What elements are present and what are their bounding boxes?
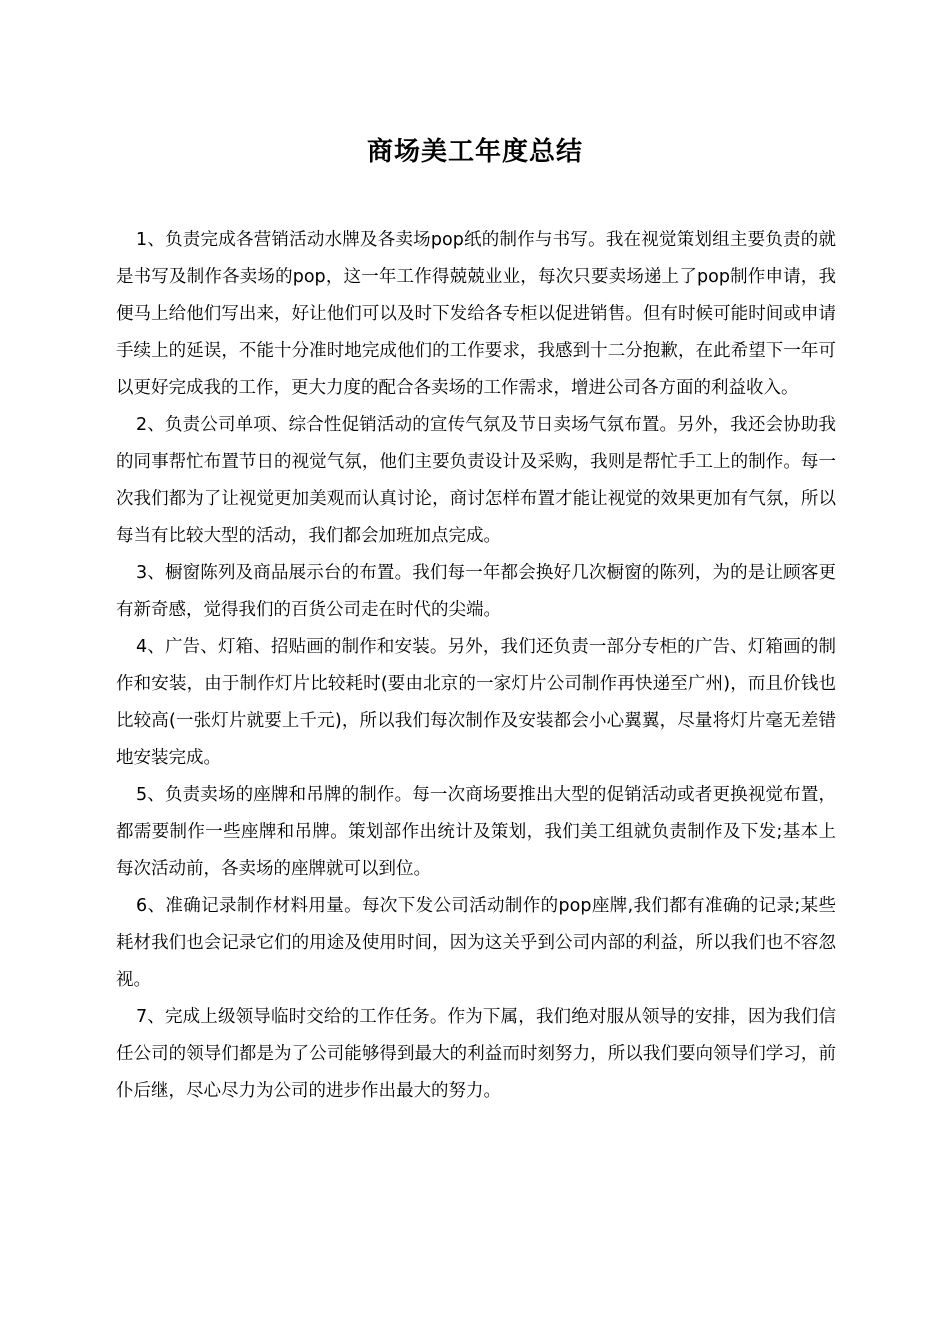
paragraph-7: 7、完成上级领导临时交给的工作任务。作为下属，我们绝对服从领导的安排，因为我们信任公司的领导们都是为了公司能够得到最大的利益而时刻努力，所以我们要向领导们学习，前仆后继，尽心尽力为公司的进步作出最大的努力。: [116, 1007, 836, 1101]
paragraph-1: 1、负责完成各营销活动水牌及各卖场pop纸的制作与书写。我在视觉策划组主要负责的就是书写及制作各卖场的pop，这一年工作得兢兢业业，每次只要卖场递上了pop制作申请，我便马上给他们写出来，好让他们可以及时下发给各专柜以促进销售。但有时候可能时间或申请手续上的延误，不能十分准时地完成他们的工作要求，我感到十二分抱歉，在此希望下一年可以更好完成我的工作，更大力度的配合各卖场的工作需求，增进公司各方面的利益收入。: [116, 230, 836, 398]
paragraph-3: 3、橱窗陈列及商品展示台的布置。我们每一年都会换好几次橱窗的陈列，为的是让顾客更有新奇感，觉得我们的百货公司走在时代的尖端。: [116, 563, 836, 620]
document-body: [116, 222, 836, 1110]
paragraph-4: 4、广告、灯箱、招贴画的制作和安装。另外，我们还负责一部分专柜的广告、灯箱画的制作和安装，由于制作灯片比较耗时(要由北京的一家灯片公司制作再快递至广州)，而且价钱也比较高(一张灯片就要上千元)，所以我们每次制作及安装都会小心翼翼，尽量将灯片毫无差错地安装完成。: [116, 637, 836, 768]
paragraph-6: 6、准确记录制作材料用量。每次下发公司活动制作的pop座牌,我们都有准确的记录;某些耗材我们也会记录它们的用途及使用时间，因为这关乎到公司内部的利益，所以我们也不容忽视。: [116, 896, 836, 990]
paragraph-2: 2、负责公司单项、综合性促销活动的宣传气氛及节日卖场气氛布置。另外，我还会协助我的同事帮忙布置节日的视觉气氛，他们主要负责设计及采购，我则是帮忙手工上的制作。每一次我们都为了让视觉更加美观而认真讨论，商讨怎样布置才能让视觉的效果更加有气氛，所以每当有比较大型的活动，我们都会加班加点完成。: [116, 415, 836, 546]
document-title: 商场美工年度总结: [366, 137, 583, 167]
paragraph-5: 5、负责卖场的座牌和吊牌的制作。每一次商场要推出大型的促销活动或者更换视觉布置，都需要制作一些座牌和吊牌。策划部作出统计及策划，我们美工组就负责制作及下发;基本上每次活动前，各卖场的座牌就可以到位。: [116, 785, 836, 879]
